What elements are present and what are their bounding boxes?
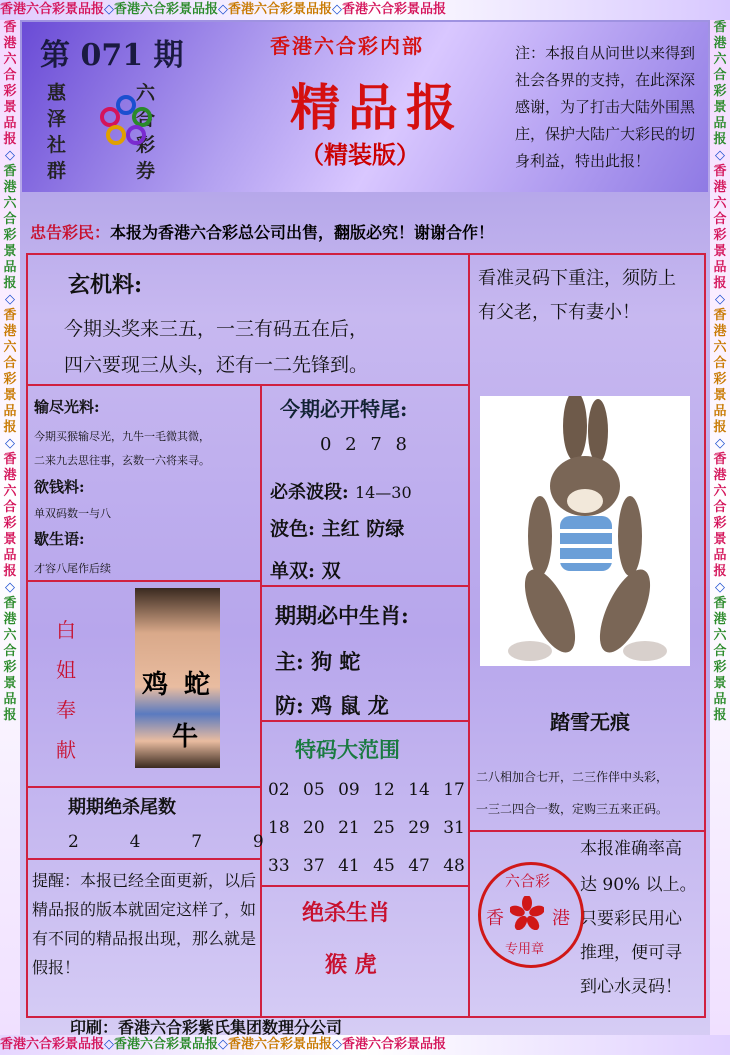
divider-vertical-right xyxy=(468,253,470,1018)
right-top-line1: 看准灵码下重注，须防上 xyxy=(478,268,676,289)
taxue-line2: 一三二四合一数，定购三五来正码。 xyxy=(476,802,669,816)
page-title: 精品报 xyxy=(290,78,464,137)
danshuang-value: 双 xyxy=(321,560,341,582)
xie-title: 歇生语: xyxy=(34,530,85,548)
divider xyxy=(26,580,262,582)
accuracy-line5: 到心水灵码！ xyxy=(580,977,682,997)
bose-value: 主红 防绿 xyxy=(321,518,405,540)
tewei-digits: 0 2 7 8 xyxy=(320,434,411,455)
bunny-photo xyxy=(480,396,690,666)
shujin-line1: 今期买猴输尽光，九牛一毛微其微， xyxy=(34,430,210,443)
accuracy-line4: 推理，便可寻 xyxy=(580,943,682,963)
qian-text: 单双码数一与八 xyxy=(34,507,111,520)
bose-row xyxy=(270,514,404,541)
shengxiao-main-value: 狗 蛇 xyxy=(311,649,361,674)
warning-text: 本报为香港六合彩总公司出售，翻版必究！谢谢合作！ xyxy=(110,223,495,242)
divider xyxy=(26,858,262,860)
stamp-right: 港 xyxy=(552,908,570,929)
border-bottom-strip: 香港六合彩景品报◇香港六合彩景品报◇香港六合彩景品报◇香港六合彩景品报 xyxy=(0,1035,730,1055)
header-note: 注：本报自从问世以来得到社会各界的支持，在此深深感谢，为了打击大陆外围黑庄，保护大陆广大彩民的切身利益，特出此报！ xyxy=(515,44,696,170)
xuanji-line1: 今期头奖来三五，一三有码五在后， xyxy=(64,318,369,340)
overlay-zodiac: 鸡 xyxy=(142,670,169,700)
xie-text: 才容八尾作后续 xyxy=(34,562,111,575)
bosha-label: 必杀波段: xyxy=(270,482,349,503)
xuanji-line2: 四六要现三从头，还有一二先锋到。 xyxy=(64,354,369,376)
warning-label: 忠告彩民： xyxy=(30,223,111,242)
baijie-char: 白 xyxy=(56,618,76,642)
tema-row: 33 37 41 45 47 48 xyxy=(268,856,465,876)
bose-label: 波色: xyxy=(270,518,316,540)
baijie-char: 献 xyxy=(56,738,76,762)
divider xyxy=(260,720,470,722)
border-left-strip: 香港六合彩景品报◇香港六合彩景品报◇香港六合彩景品报◇香港六合彩景品报◇香港六合彩景品报 xyxy=(0,20,20,1035)
left-slogan: 惠 六 泽 合 社 彩 群 券 xyxy=(47,82,156,182)
divider xyxy=(26,384,470,386)
page-subtitle: （精装版） xyxy=(300,140,420,169)
border-segment: 香港六合彩景品报 xyxy=(0,2,105,17)
tewei-title: 今期必开特尾: xyxy=(280,397,408,421)
tema-row: 18 20 21 25 29 31 xyxy=(268,818,465,838)
bosha-value: 14—30 xyxy=(354,483,412,502)
bosha-row xyxy=(270,478,412,504)
divider xyxy=(26,786,262,788)
stamp-left: 香 xyxy=(486,908,504,929)
accuracy-line2: 达 90% 以上。 xyxy=(580,875,697,895)
warning-line xyxy=(30,220,494,243)
taxue-line1: 二八相加合七开，二三作伴中头彩， xyxy=(476,770,669,784)
juesha-shengxiao-title: 绝杀生肖 xyxy=(302,900,391,926)
xuanji-title: 玄机料: xyxy=(68,272,143,298)
divider-vertical-mid xyxy=(260,384,262,1018)
baijie-char: 姐 xyxy=(56,658,76,682)
shengxiao-title: 期期必中生肖: xyxy=(275,603,409,628)
danshuang-row xyxy=(270,556,341,583)
shengxiao-fang-value: 鸡 鼠 龙 xyxy=(311,693,389,718)
org-name: 香港六合彩内部 xyxy=(270,34,424,58)
lottery-logo-icon xyxy=(100,95,152,147)
border-right-strip: 香港六合彩景品报◇香港六合彩景品报◇香港六合彩景品报◇香港六合彩景品报◇香港六合彩景品报 xyxy=(710,20,730,1035)
footer-print: 印刷：香港六合彩紫氏集团数理分公司 xyxy=(70,1018,343,1037)
bauhinia-icon xyxy=(510,896,544,930)
overlay-zodiac: 牛 xyxy=(172,722,199,752)
juesha-weishu-digits: 2 4 7 9 xyxy=(68,832,264,852)
divider xyxy=(260,885,470,887)
divider xyxy=(260,585,470,587)
border-top-strip: 香港六合彩景品报◇香港六合彩景品报◇香港六合彩景品报◇香港六合彩景品报 xyxy=(0,0,730,20)
shujin-title: 输尽光料: xyxy=(34,398,100,416)
danshuang-label: 单双: xyxy=(270,560,316,582)
tema-title: 特码大范围 xyxy=(295,737,400,762)
right-top-line2: 有父老，下有妻小！ xyxy=(478,302,640,323)
qian-title: 欲钱料: xyxy=(34,478,85,496)
divider xyxy=(468,830,706,832)
shengxiao-main: 主: 狗 蛇 xyxy=(275,649,361,674)
stamp-bottom: 专用章 xyxy=(505,942,545,957)
juesha-weishu-title: 期期绝杀尾数 xyxy=(68,797,176,818)
accuracy-line3: 只要彩民用心 xyxy=(580,909,682,929)
juesha-shengxiao-value: 猴 虎 xyxy=(325,952,377,978)
baijie-char: 奉 xyxy=(56,698,76,722)
overlay-zodiac: 蛇 xyxy=(184,670,211,700)
reminder-text: 提醒：本报已经全面更新，以后精品报的版本就固定这样了，如有不同的精品报出现，那么就是假报！ xyxy=(32,871,257,977)
issue-number: 第 071 期 xyxy=(40,38,184,73)
accuracy-line1: 本报准确率高 xyxy=(580,839,682,859)
bunny-illustration xyxy=(480,396,690,666)
tema-row: 02 05 09 12 14 17 xyxy=(268,780,465,800)
shengxiao-fang: 防: 鸡 鼠 龙 xyxy=(275,693,389,718)
shujin-line2: 二来九去思往事，玄数一六将来寻。 xyxy=(34,454,210,467)
taxue-title: 踏雪无痕 xyxy=(550,710,630,734)
stamp-top: 六合彩 xyxy=(505,872,551,890)
